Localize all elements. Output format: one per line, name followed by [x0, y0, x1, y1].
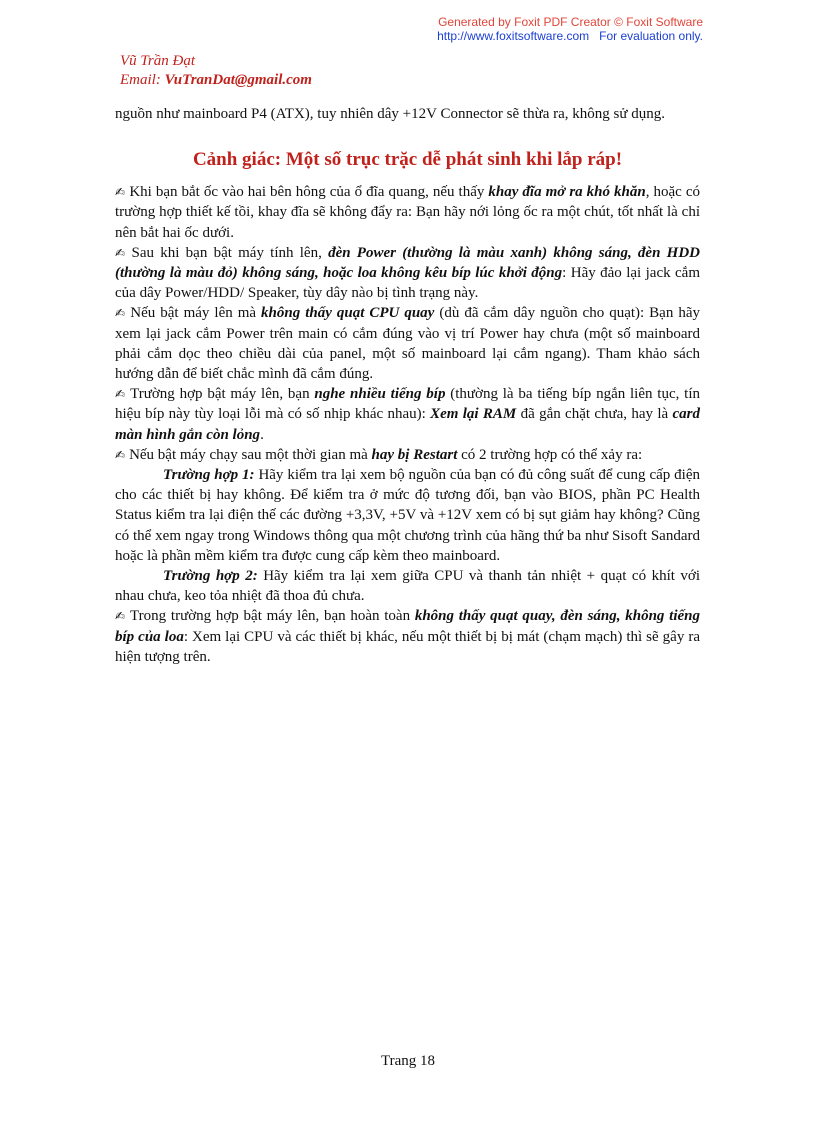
author-email: VuTranDat@gmail.com	[164, 72, 312, 88]
case-2	[115, 566, 700, 606]
pencil-bullet-icon: ✍	[115, 387, 127, 402]
emphasis: khay đĩa mở ra khó khăn	[488, 184, 646, 201]
case-1-label: Trường hợp 1:	[163, 467, 255, 484]
emphasis: card màn hình gắn còn lỏng	[115, 406, 700, 443]
pdf-creator-watermark	[437, 15, 703, 43]
author-email-line	[120, 71, 312, 90]
pencil-bullet-icon: ✍	[115, 245, 128, 260]
section-heading: Cảnh giác: Một số trục trặc dễ phát sinh khi lắp ráp!	[192, 149, 623, 171]
pencil-bullet-icon: ✍	[115, 185, 126, 200]
case-2-label: Trường hợp 2:	[163, 568, 258, 585]
case-1-text: Hãy kiểm tra lại xem bộ nguồn của bạn có đủ công suất để cung cấp điện cho các thiết bị hay không. Để kiểm tra ở mức độ tương đối, bạn vào BIOS, phần PC Health Status kiểm tra lại điện thế các đường +3,3V, +5V và +12V xem có bị sụt giảm hay không? Cũng có thể xem ngay trong Windows thông qua một chương trình của hãng thứ ba như Sisoft Sandard hoặc là phần mềm kiểm tra được cung cấp kèm theo mainboard.	[115, 467, 700, 564]
emphasis: hay bị Restart	[371, 446, 458, 463]
case-1	[115, 465, 700, 566]
emphasis: Xem lại RAM	[430, 406, 517, 423]
emphasis: không thấy quạt quay, đèn sáng, không tiếng bíp của loa	[115, 608, 700, 645]
author-email-label: Email:	[120, 72, 165, 88]
tip-no-power: ✍ Trong trường hợp bật máy lên, bạn hoàn toàn không thấy quạt quay, đèn sáng, không tiếng bíp của loa: Xem lại CPU và các thiết bị khác, nếu một thiết bị bị mát (chạm mạch) thì sẽ gây ra hiện tượng trên.	[115, 608, 700, 665]
author-name: Vũ Trần Đạt	[120, 53, 196, 69]
author-header	[120, 52, 312, 90]
pencil-bullet-icon: ✍	[115, 306, 127, 321]
intro-line: nguồn như mainboard P4 (ATX), tuy nhiên dây +12V Connector sẽ thừa ra, không sử dụng.	[115, 106, 665, 122]
page-number: Trang 18	[380, 1053, 436, 1069]
emphasis: đèn Power (thường là màu xanh) không sáng, đèn HDD (thường là màu đỏ) không sáng, hoặc loa không kêu bíp lúc khởi động	[115, 244, 700, 282]
document-body	[115, 104, 700, 667]
emphasis: không thấy quạt CPU quay	[261, 305, 435, 322]
tip-beeps: ✍ Trường hợp bật máy lên, bạn nghe nhiều tiếng bíp (thường là ba tiếng bíp ngắn liên tục, tín hiệu bíp này tùy loại lỗi mà có số nhịp khác nhau): Xem lại RAM đã gắn chặt chưa, hay là card màn hình gắn còn lỏng.	[115, 386, 701, 443]
watermark-url: http://www.foxitsoftware.com	[437, 29, 590, 43]
emphasis: nghe nhiều tiếng bíp	[314, 386, 446, 403]
case-2-text: Hãy kiểm tra lại xem giữa CPU và thanh tản nhiệt + quạt có khít với nhau chưa, keo tỏa nhiệt đã thoa đủ chưa.	[115, 568, 700, 605]
watermark-evaluation-note: For evaluation only.	[599, 29, 703, 43]
tip-cpu-fan: ✍ Nếu bật máy lên mà không thấy quạt CPU quay (dù đã cắm dây nguồn cho quạt): Bạn hãy xem lại jack cắm Power trên main có cắm đúng vào vị trí Power hay chưa (một số mainboard phải cắm dọc theo chiều dài của panel, một số mainboard lại cắm ngang). Tham khảo sách hướng dẫn để biết chắc mình đã cắm đúng.	[115, 305, 700, 383]
tip-power-led: ✍ Sau khi bạn bật máy tính lên, đèn Power (thường là màu xanh) không sáng, đèn HDD (thường là màu đỏ) không sáng, hoặc loa không kêu bíp lúc khởi động: Hãy đảo lại jack cắm của dây Power/HDD/ Speaker, tùy dây nào bị tình trạng này.	[115, 244, 701, 302]
pencil-bullet-icon: ✍	[115, 447, 126, 462]
watermark-url-line	[437, 29, 703, 43]
watermark-generator-text: Generated by Foxit PDF Creator © Foxit Software	[438, 15, 703, 29]
pencil-bullet-icon: ✍	[115, 609, 127, 624]
tip-restart: ✍ Nếu bật máy chạy sau một thời gian mà hay bị Restart có 2 trường hợp có thể xảy ra:	[115, 446, 643, 463]
tip-optical-drive: ✍ Khi bạn bắt ốc vào hai bên hông của ổ đĩa quang, nếu thấy khay đĩa mở ra khó khăn, hoặc có trường hợp thiết kế tồi, khay đĩa sẽ không đẩy ra: Bạn hãy nới lỏng ốc ra một chút, tốt nhất là chỉ nên bắt hai ốc dưới.	[115, 184, 700, 241]
